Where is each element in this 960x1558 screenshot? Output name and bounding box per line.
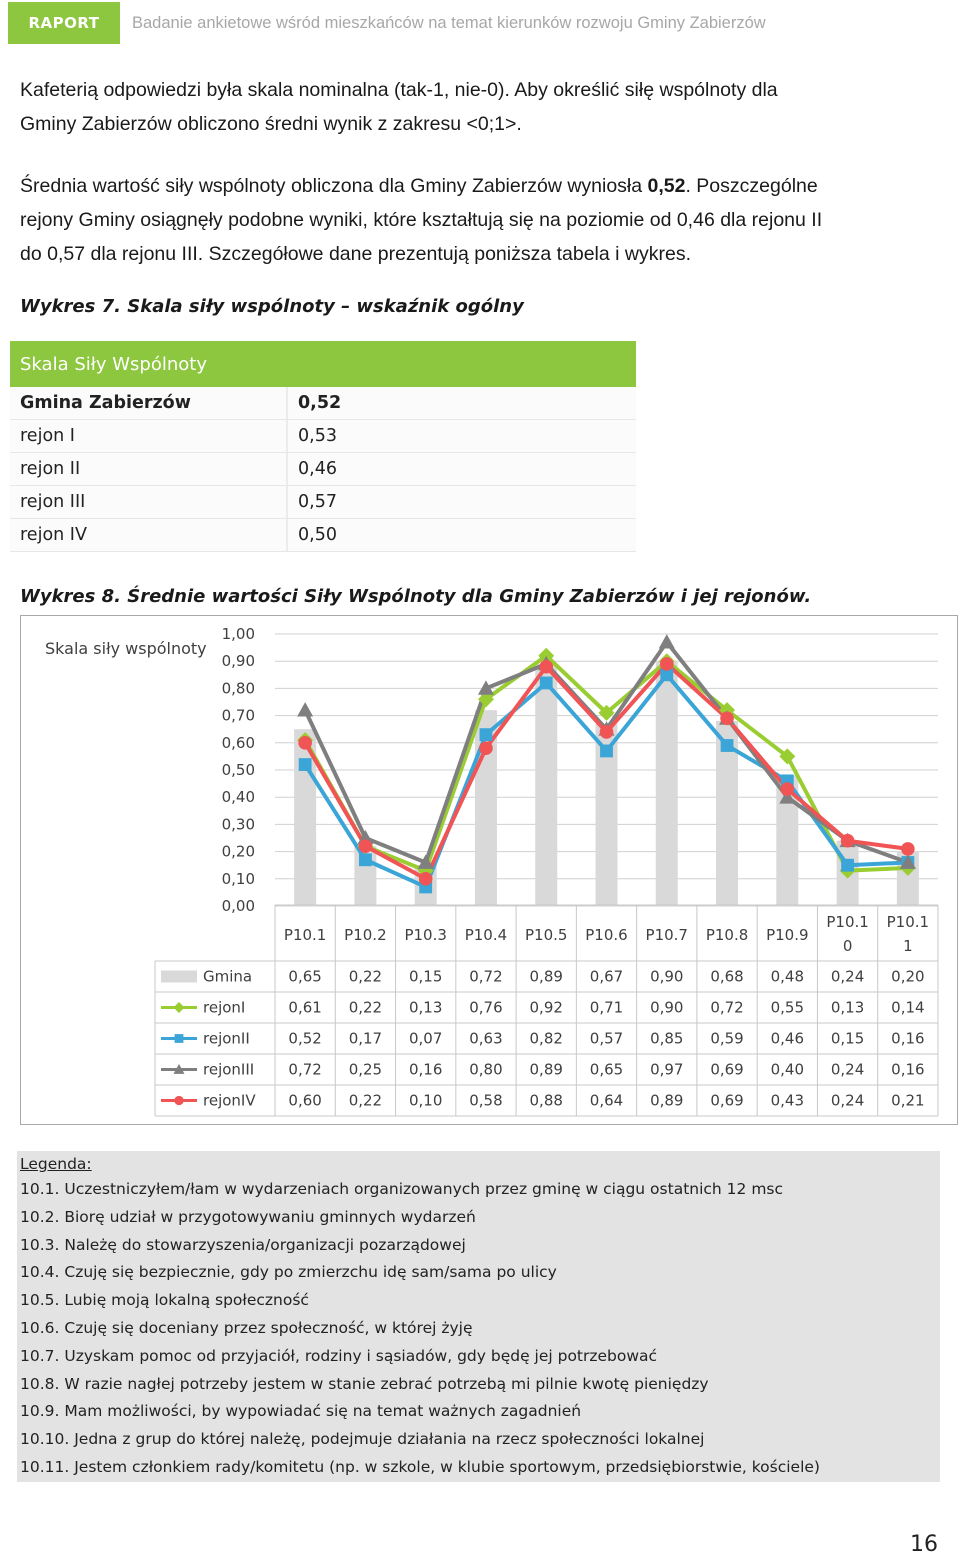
strength-table — [10, 341, 636, 552]
data-label: 0,61 — [288, 998, 322, 1017]
x-category-label: P10.2 — [344, 926, 387, 944]
data-label: 0,72 — [469, 967, 503, 986]
header-title: Badanie ankietowe wśród mieszkańców na temat kierunków rozwoju Gminy Zabierzów — [132, 13, 766, 32]
data-label: 0,97 — [650, 1060, 684, 1079]
summary-line-1 — [20, 169, 938, 203]
table-cell-value: 0,52 — [288, 387, 636, 419]
data-label: 0,67 — [589, 967, 624, 986]
raport-tag: RAPORT — [8, 2, 120, 44]
marker-rejonII — [480, 728, 493, 741]
data-label: 0,16 — [891, 1060, 925, 1079]
y-tick-label: 0,00 — [221, 897, 255, 915]
data-label: 0,21 — [891, 1091, 925, 1110]
marker-rejonIV — [901, 842, 915, 856]
data-label: 0,16 — [408, 1060, 443, 1079]
data-label: 0,82 — [529, 1029, 563, 1048]
table-cell-label: Gmina Zabierzów — [10, 387, 288, 419]
x-category-label: P10.6 — [585, 926, 628, 944]
summary-paragraph — [20, 169, 938, 271]
table-cell-value: 0,57 — [288, 486, 636, 518]
chart-title: Skala siły wspólnoty — [45, 639, 207, 658]
y-tick-label: 0,10 — [221, 869, 255, 888]
y-tick-label: 0,80 — [221, 679, 255, 698]
y-tick-label: 0,50 — [221, 761, 255, 779]
legend-item: 10.2. Biorę udział w przygotowywaniu gminnych wydarzeń — [20, 1207, 476, 1226]
table-cell-label: rejon I — [10, 420, 288, 452]
data-label: 0,22 — [348, 1091, 383, 1110]
data-label: 0,89 — [650, 1091, 684, 1110]
table-cell-label: rejon II — [10, 453, 288, 485]
data-label: 0,92 — [529, 998, 563, 1017]
data-label: 0,24 — [830, 1060, 865, 1079]
data-label: 0,43 — [770, 1091, 805, 1110]
row-label-rejonII: rejonII — [203, 1029, 250, 1048]
data-label: 0,69 — [710, 1060, 744, 1079]
data-label: 0,68 — [710, 967, 744, 986]
data-label: 0,59 — [710, 1029, 744, 1048]
bar-gmina — [656, 661, 678, 906]
marker-rejonII — [540, 677, 553, 690]
legend-item: 10.5. Lubię moją lokalną społeczność — [20, 1291, 309, 1310]
x-category-label: P10.9 — [766, 926, 809, 944]
legend-key-Gmina — [161, 971, 197, 983]
data-label: 0,22 — [348, 967, 383, 986]
x-category-label: P10.1 1 — [886, 913, 930, 955]
data-label: 0,85 — [650, 1029, 684, 1048]
data-label: 0,14 — [891, 998, 925, 1017]
data-label: 0,24 — [830, 1091, 865, 1110]
chart-svg — [21, 616, 957, 1124]
data-label: 0,16 — [891, 1029, 925, 1048]
data-label: 0,55 — [770, 998, 805, 1017]
data-label: 0,46 — [770, 1029, 805, 1048]
x-category-label: P10.4 — [464, 926, 508, 944]
x-category-label: P10.7 — [645, 926, 688, 944]
legend-list — [20, 1176, 820, 1482]
data-label: 0,72 — [710, 998, 744, 1017]
table-cell-value: 0,50 — [288, 519, 636, 551]
caption-chart-7: Wykres 7. Skala siły wspólnoty – wskaźnik ogólny — [20, 296, 524, 317]
data-label: 0,72 — [288, 1060, 322, 1079]
community-strength-chart — [20, 615, 958, 1125]
y-tick-label: 0,90 — [221, 652, 255, 671]
marker-rejonIV — [841, 834, 855, 848]
intro-paragraph — [20, 73, 938, 141]
caption-chart-8: Wykres 8. Średnie wartości Siły Wspólnoty dla Gminy Zabierzów i jej rejonów. — [20, 586, 812, 607]
data-label: 0,13 — [830, 998, 865, 1017]
marker-rejonIV — [479, 741, 493, 755]
table-row — [10, 519, 636, 552]
data-label: 0,90 — [650, 967, 684, 986]
marker-rejonIV — [359, 839, 373, 853]
legend-item: 10.8. W razie nagłej potrzeby jestem w stanie zebrać potrzebą mi pilnie kwotę pieniędzy — [20, 1374, 709, 1393]
table-row — [10, 486, 636, 519]
data-label: 0,88 — [529, 1091, 563, 1110]
legend-item: 10.6. Czuję się doceniany przez społeczność, w której żyję — [20, 1318, 473, 1337]
data-label: 0,15 — [830, 1029, 865, 1048]
x-category-label: P10.5 — [525, 926, 568, 944]
marker-rejonIV — [781, 782, 795, 796]
x-category-label: P10.1 0 — [826, 913, 869, 955]
table-cell-value: 0,53 — [288, 420, 636, 452]
data-label: 0,20 — [891, 967, 925, 986]
y-tick-label: 0,20 — [221, 842, 255, 861]
y-tick-label: 0,30 — [221, 815, 255, 834]
legend-box — [17, 1151, 940, 1482]
table-cell-label: rejon III — [10, 486, 288, 518]
data-label: 0,57 — [589, 1029, 624, 1048]
data-label: 0,24 — [830, 967, 865, 986]
data-label: 0,80 — [469, 1060, 503, 1079]
table-row — [10, 420, 636, 453]
table-row — [10, 453, 636, 486]
legend-title: Legenda: — [20, 1155, 92, 1173]
legend-item: 10.11. Jestem członkiem rady/komitetu (np. w szkole, w klubie sportowym, przedsiębiorstwie, kościele) — [20, 1457, 820, 1476]
legend-item: 10.1. Uczestniczyłem/łam w wydarzeniach organizowanych przez gminę w ciągu ostatnich 12 msc — [20, 1180, 784, 1198]
row-label-rejonI: rejonI — [203, 998, 246, 1017]
y-tick-label: 0,70 — [221, 706, 255, 725]
table-cell-label: rejon IV — [10, 519, 288, 551]
marker-rejonII — [359, 853, 372, 866]
intro-line-2: Gminy Zabierzów obliczono średni wynik z zakresu <0;1>. — [20, 113, 522, 135]
marker-rejonIII — [297, 702, 313, 716]
y-tick-label: 0,40 — [221, 788, 255, 807]
marker-rejonIV — [720, 712, 734, 726]
x-category-label: P10.8 — [705, 926, 749, 944]
bar-gmina — [535, 664, 557, 906]
page-header — [8, 2, 952, 44]
marker-rejonIV — [539, 660, 553, 674]
legend-marker-rejonII — [175, 1034, 184, 1043]
data-label: 0,69 — [710, 1091, 744, 1110]
summary-line-2: rejony Gminy osiągnęły podobne wyniki, które kształtują się na poziomie od 0,46 dla rejonu II — [20, 209, 823, 231]
summary-line-1-pre: Średnia wartość siły wspólnoty obliczona dla Gminy Zabierzów wyniosła — [20, 175, 648, 197]
data-label: 0,65 — [589, 1060, 624, 1079]
data-label: 0,63 — [469, 1029, 503, 1048]
data-label: 0,71 — [589, 998, 624, 1017]
data-label: 0,52 — [288, 1029, 322, 1048]
marker-rejonIV — [660, 657, 674, 671]
x-category-label: P10.1 — [283, 926, 327, 944]
data-label: 0,15 — [408, 967, 443, 986]
table-row — [10, 387, 636, 420]
data-label: 0,40 — [770, 1060, 805, 1079]
data-label: 0,07 — [408, 1029, 443, 1048]
summary-line-1-post: . Poszczególne — [685, 175, 818, 197]
data-label: 0,60 — [288, 1091, 322, 1110]
legend-item: 10.9. Mam możliwości, by wypowiadać się na temat ważnych zagadnień — [20, 1402, 582, 1421]
y-tick-label: 0,60 — [221, 733, 255, 752]
legend-marker-rejonIV — [174, 1096, 183, 1105]
data-label: 0,65 — [288, 967, 322, 986]
data-label: 0,48 — [770, 967, 805, 986]
row-label-rejonIV: rejonIV — [203, 1091, 256, 1110]
legend-item: 10.4. Czuję się bezpiecznie, gdy po zmierzchu idę sam/sama po ulicy — [20, 1263, 557, 1282]
data-label: 0,64 — [589, 1091, 624, 1110]
legend-item: 10.10. Jedna z grup do której należę, podejmuje działania na rzecz społeczności lokalnej — [20, 1430, 705, 1449]
strength-table-header: Skala Siły Wspólnoty — [10, 341, 636, 387]
marker-rejonII — [600, 745, 613, 758]
marker-rejonII — [299, 758, 312, 771]
row-label-rejonIII: rejonIII — [203, 1060, 255, 1079]
row-label-Gmina: Gmina — [203, 967, 253, 986]
marker-rejonIV — [419, 872, 433, 886]
marker-rejonII — [721, 739, 734, 752]
data-label: 0,13 — [408, 998, 443, 1017]
data-label: 0,58 — [469, 1091, 503, 1110]
page-number: 16 — [910, 1532, 938, 1557]
marker-rejonIV — [298, 736, 312, 750]
summary-line-3: do 0,57 dla rejonu III. Szczegółowe dane prezentują poniższa tabela i wykres. — [20, 243, 691, 265]
data-label: 0,76 — [469, 998, 503, 1017]
marker-rejonIII — [659, 634, 675, 648]
data-label: 0,17 — [348, 1029, 383, 1048]
legend-marker-rejonI — [174, 1002, 185, 1013]
marker-rejonII — [841, 859, 854, 872]
data-label: 0,25 — [348, 1060, 383, 1079]
summary-average-value: 0,52 — [647, 175, 686, 197]
legend-item: 10.3. Należę do stowarzyszenia/organizacji pozarządowej — [20, 1235, 466, 1254]
data-label: 0,89 — [529, 967, 563, 986]
y-tick-label: 1,00 — [221, 625, 255, 643]
data-label: 0,22 — [348, 998, 383, 1017]
marker-rejonIV — [600, 725, 614, 739]
intro-line-1: Kafeterią odpowiedzi była skala nominalna (tak-1, nie-0). Aby określić siłę wspólnoty dla — [20, 79, 778, 101]
data-label: 0,90 — [650, 998, 684, 1017]
data-label: 0,89 — [529, 1060, 563, 1079]
legend-item: 10.7. Uzyskam pomoc od przyjaciół, rodziny i sąsiadów, gdy będę jej potrzebować — [20, 1346, 658, 1365]
x-category-label: P10.3 — [404, 926, 447, 944]
data-label: 0,10 — [408, 1091, 443, 1110]
table-cell-value: 0,46 — [288, 453, 636, 485]
